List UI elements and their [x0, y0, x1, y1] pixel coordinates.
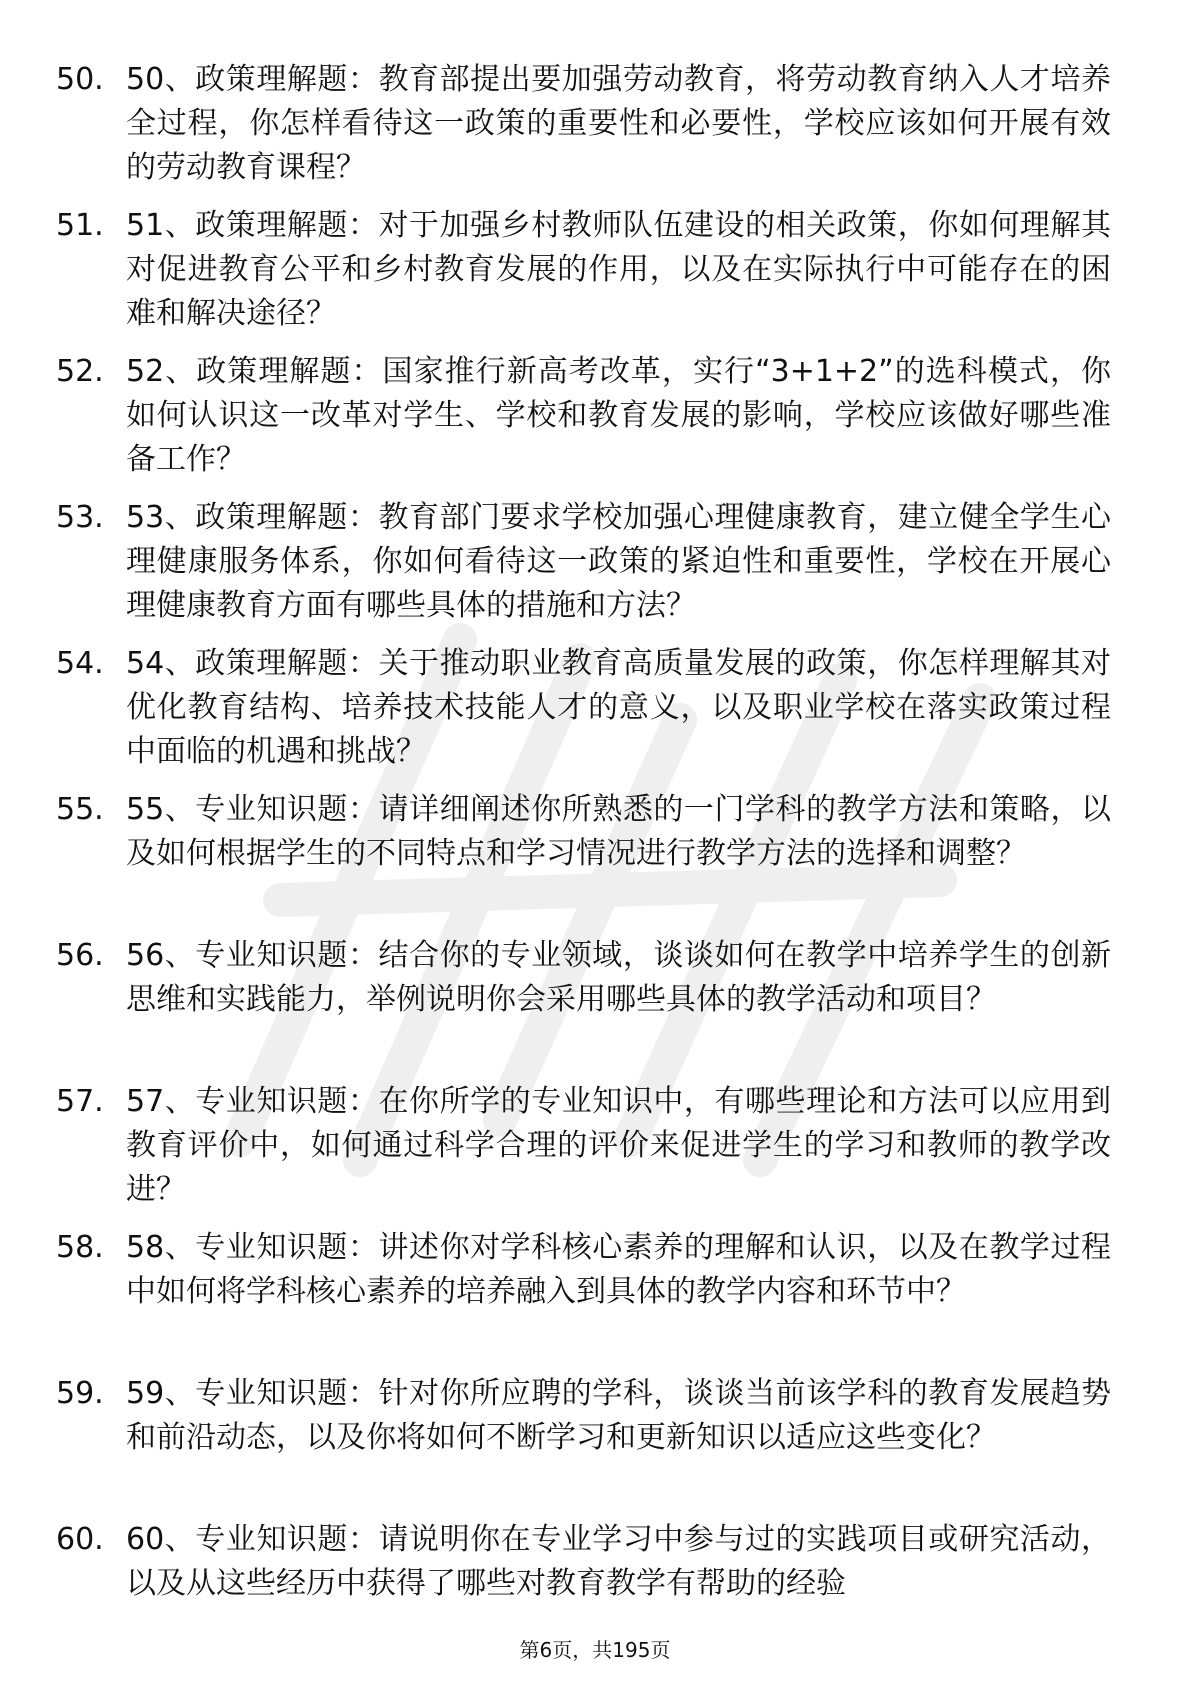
question-number: 58. [56, 1230, 104, 1265]
question-number: 51. [56, 208, 104, 243]
question-number: 55. [56, 792, 104, 827]
question-text: 59、专业知识题：针对你所应聘的学科，谈谈当前该学科的教育发展趋势和前沿动态，以及你将如何不断学习和更新知识以适应这些变化？ [126, 1376, 1111, 1455]
question-text: 57、专业知识题：在你所学的专业知识中，有哪些理论和方法可以应用到教育评价中，如何通过科学合理的评价来促进学生的学习和教师的教学改进？ [126, 1084, 1111, 1207]
question-text: 55、专业知识题：请详细阐述你所熟悉的一门学科的教学方法和策略，以及如何根据学生的不同特点和学习情况进行教学方法的选择和调整？ [126, 792, 1111, 871]
question-text: 50、政策理解题：教育部提出要加强劳动教育，将劳动教育纳入人才培养全过程，你怎样看待这一政策的重要性和必要性，学校应该如何开展有效的劳动教育课程？ [126, 62, 1111, 185]
question-number: 52. [56, 354, 104, 389]
question-item [0, 788, 1190, 934]
question-list [0, 58, 1190, 1664]
page-footer: 第6页，共195页 [519, 1638, 671, 1662]
question-item [0, 1080, 1190, 1226]
question-text: 52、政策理解题：国家推行新高考改革，实行“3+1+2”的选科模式，你如何认识这一改革对学生、学校和教育发展的影响，学校应该做好哪些准备工作？ [126, 354, 1111, 477]
question-item [0, 1226, 1190, 1372]
question-text: 51、政策理解题：对于加强乡村教师队伍建设的相关政策，你如何理解其对促进教育公平和乡村教育发展的作用，以及在实际执行中可能存在的困难和解决途径？ [126, 208, 1111, 331]
question-text: 58、专业知识题：讲述你对学科核心素养的理解和认识，以及在教学过程中如何将学科核心素养的培养融入到具体的教学内容和环节中？ [126, 1230, 1111, 1309]
question-text: 56、专业知识题：结合你的专业领域，谈谈如何在教学中培养学生的创新思维和实践能力，举例说明你会采用哪些具体的教学活动和项目？ [126, 938, 1111, 1017]
question-number: 50. [56, 62, 104, 97]
question-item [0, 496, 1190, 642]
question-item [0, 1372, 1190, 1518]
question-item [0, 58, 1190, 204]
question-item [0, 934, 1190, 1080]
question-number: 60. [56, 1522, 104, 1557]
question-number: 53. [56, 500, 104, 535]
question-item [0, 642, 1190, 788]
question-number: 54. [56, 646, 104, 681]
question-item [0, 350, 1190, 496]
question-text: 60、专业知识题：请说明你在专业学习中参与过的实践项目或研究活动，以及从这些经历中获得了哪些对教育教学有帮助的经验 [126, 1522, 1111, 1601]
question-number: 59. [56, 1376, 104, 1411]
question-number: 57. [56, 1084, 104, 1119]
question-text: 53、政策理解题：教育部门要求学校加强心理健康教育，建立健全学生心理健康服务体系，你如何看待这一政策的紧迫性和重要性，学校在开展心理健康教育方面有哪些具体的措施和方法？ [126, 500, 1111, 623]
question-text: 54、政策理解题：关于推动职业教育高质量发展的政策，你怎样理解其对优化教育结构、培养技术技能人才的意义，以及职业学校在落实政策过程中面临的机遇和挑战？ [126, 646, 1111, 769]
question-number: 56. [56, 938, 104, 973]
question-item [0, 204, 1190, 350]
